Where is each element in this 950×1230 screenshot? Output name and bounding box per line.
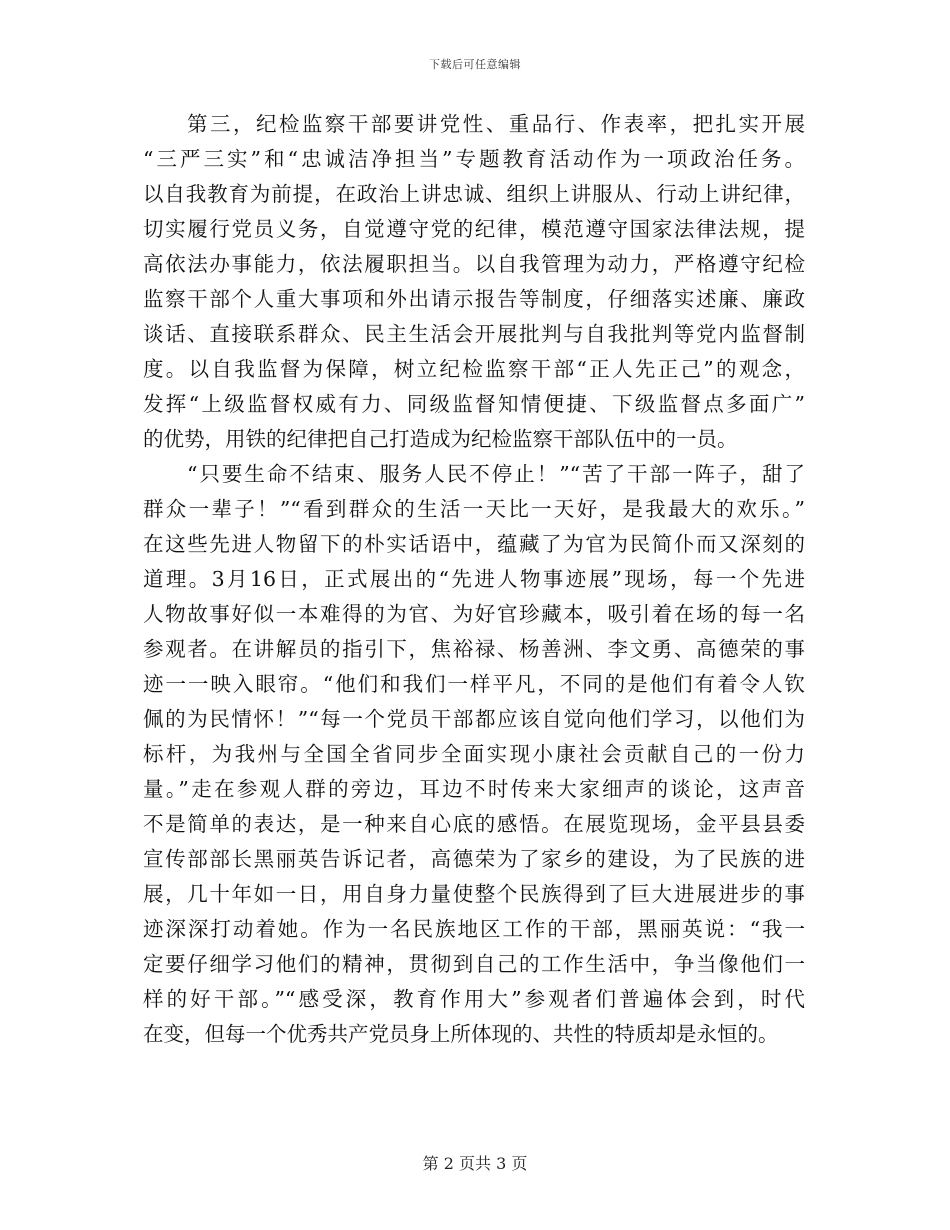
header-note: 下载后可任意编辑 — [429, 58, 521, 71]
document-body — [143, 107, 805, 1052]
text-line: 第三，纪检监察干部要讲党性、重品行、作表率，把扎实开展 — [187, 112, 805, 136]
text-line: 高依法办事能力，依法履职担当。以自我管理为动力，严格遵守纪检 — [143, 252, 805, 276]
text-line: “三严三实”和“忠诚洁净担当”专题教育活动作为一项政治任务。 — [143, 147, 805, 171]
text-line: 的优势，用铁的纪律把自己打造成为纪检监察干部队伍中的一员。 — [143, 427, 738, 451]
paragraph-2 — [143, 457, 805, 1052]
text-line: 标杆，为我州与全国全省同步全面实现小康社会贡献自己的一份力 — [143, 742, 805, 766]
paragraph-1 — [143, 107, 805, 457]
text-line: 切实履行党员义务，自觉遵守党的纪律，模范遵守国家法律法规，提 — [143, 217, 805, 241]
text-line: 谈话、直接联系群众、民主生活会开展批判与自我批判等党内监督制 — [143, 322, 805, 346]
text-line: 度。以自我监督为保障，树立纪检监察干部“正人先正己”的观念， — [143, 357, 805, 381]
text-line: 量。”走在参观人群的旁边，耳边不时传来大家细声的谈论，这声音 — [143, 777, 805, 801]
text-line: 群众一辈子！”“看到群众的生活一天比一天好，是我最大的欢乐。” — [143, 497, 805, 521]
text-line: 监察干部个人重大事项和外出请示报告等制度，仔细落实述廉、廉政 — [143, 287, 805, 311]
text-line: 在变，但每一个优秀共产党员身上所体现的、共性的特质却是永恒的。 — [143, 1022, 779, 1046]
text-line: 迹深深打动着她。作为一名民族地区工作的干部，黑丽英说：“我一 — [143, 917, 805, 941]
text-line: 参观者。在讲解员的指引下，焦裕禄、杨善洲、李文勇、高德荣的事 — [143, 637, 805, 661]
page-number: 第 2 页共 3 页 — [422, 1154, 528, 1173]
text-line: 在这些先进人物留下的朴实话语中，蕴藏了为官为民简仆而又深刻的 — [143, 532, 805, 556]
text-line: 人物故事好似一本难得的为官、为好官珍藏本，吸引着在场的每一名 — [143, 602, 805, 626]
text-line: 宣传部部长黑丽英告诉记者，高德荣为了家乡的建设，为了民族的进 — [143, 847, 805, 871]
text-line: 佩的为民情怀！”“每一个党员干部都应该自觉向他们学习，以他们为 — [143, 707, 805, 731]
text-line: 不是简单的表达，是一种来自心底的感悟。在展览现场，金平县县委 — [143, 812, 805, 836]
text-line: “只要生命不结束、服务人民不停止！”“苦了干部一阵子，甜了 — [187, 462, 805, 486]
text-line: 以自我教育为前提，在政治上讲忠诚、组织上讲服从、行动上讲纪律， — [143, 182, 805, 206]
text-line: 发挥“上级监督权威有力、同级监督知情便捷、下级监督点多面广” — [143, 392, 805, 416]
text-line: 道理。3月16日，正式展出的“先进人物事迹展”现场，每一个先进 — [143, 567, 805, 591]
text-line: 样的好干部。”“感受深，教育作用大”参观者们普遍体会到，时代 — [143, 987, 805, 1011]
text-line: 展，几十年如一日，用自身力量使整个民族得到了巨大进展进步的事 — [143, 882, 805, 906]
text-line: 定要仔细学习他们的精神，贯彻到自己的工作生活中，争当像他们一 — [143, 952, 805, 976]
text-line: 迹一一映入眼帘。“他们和我们一样平凡，不同的是他们有着令人钦 — [143, 672, 805, 696]
